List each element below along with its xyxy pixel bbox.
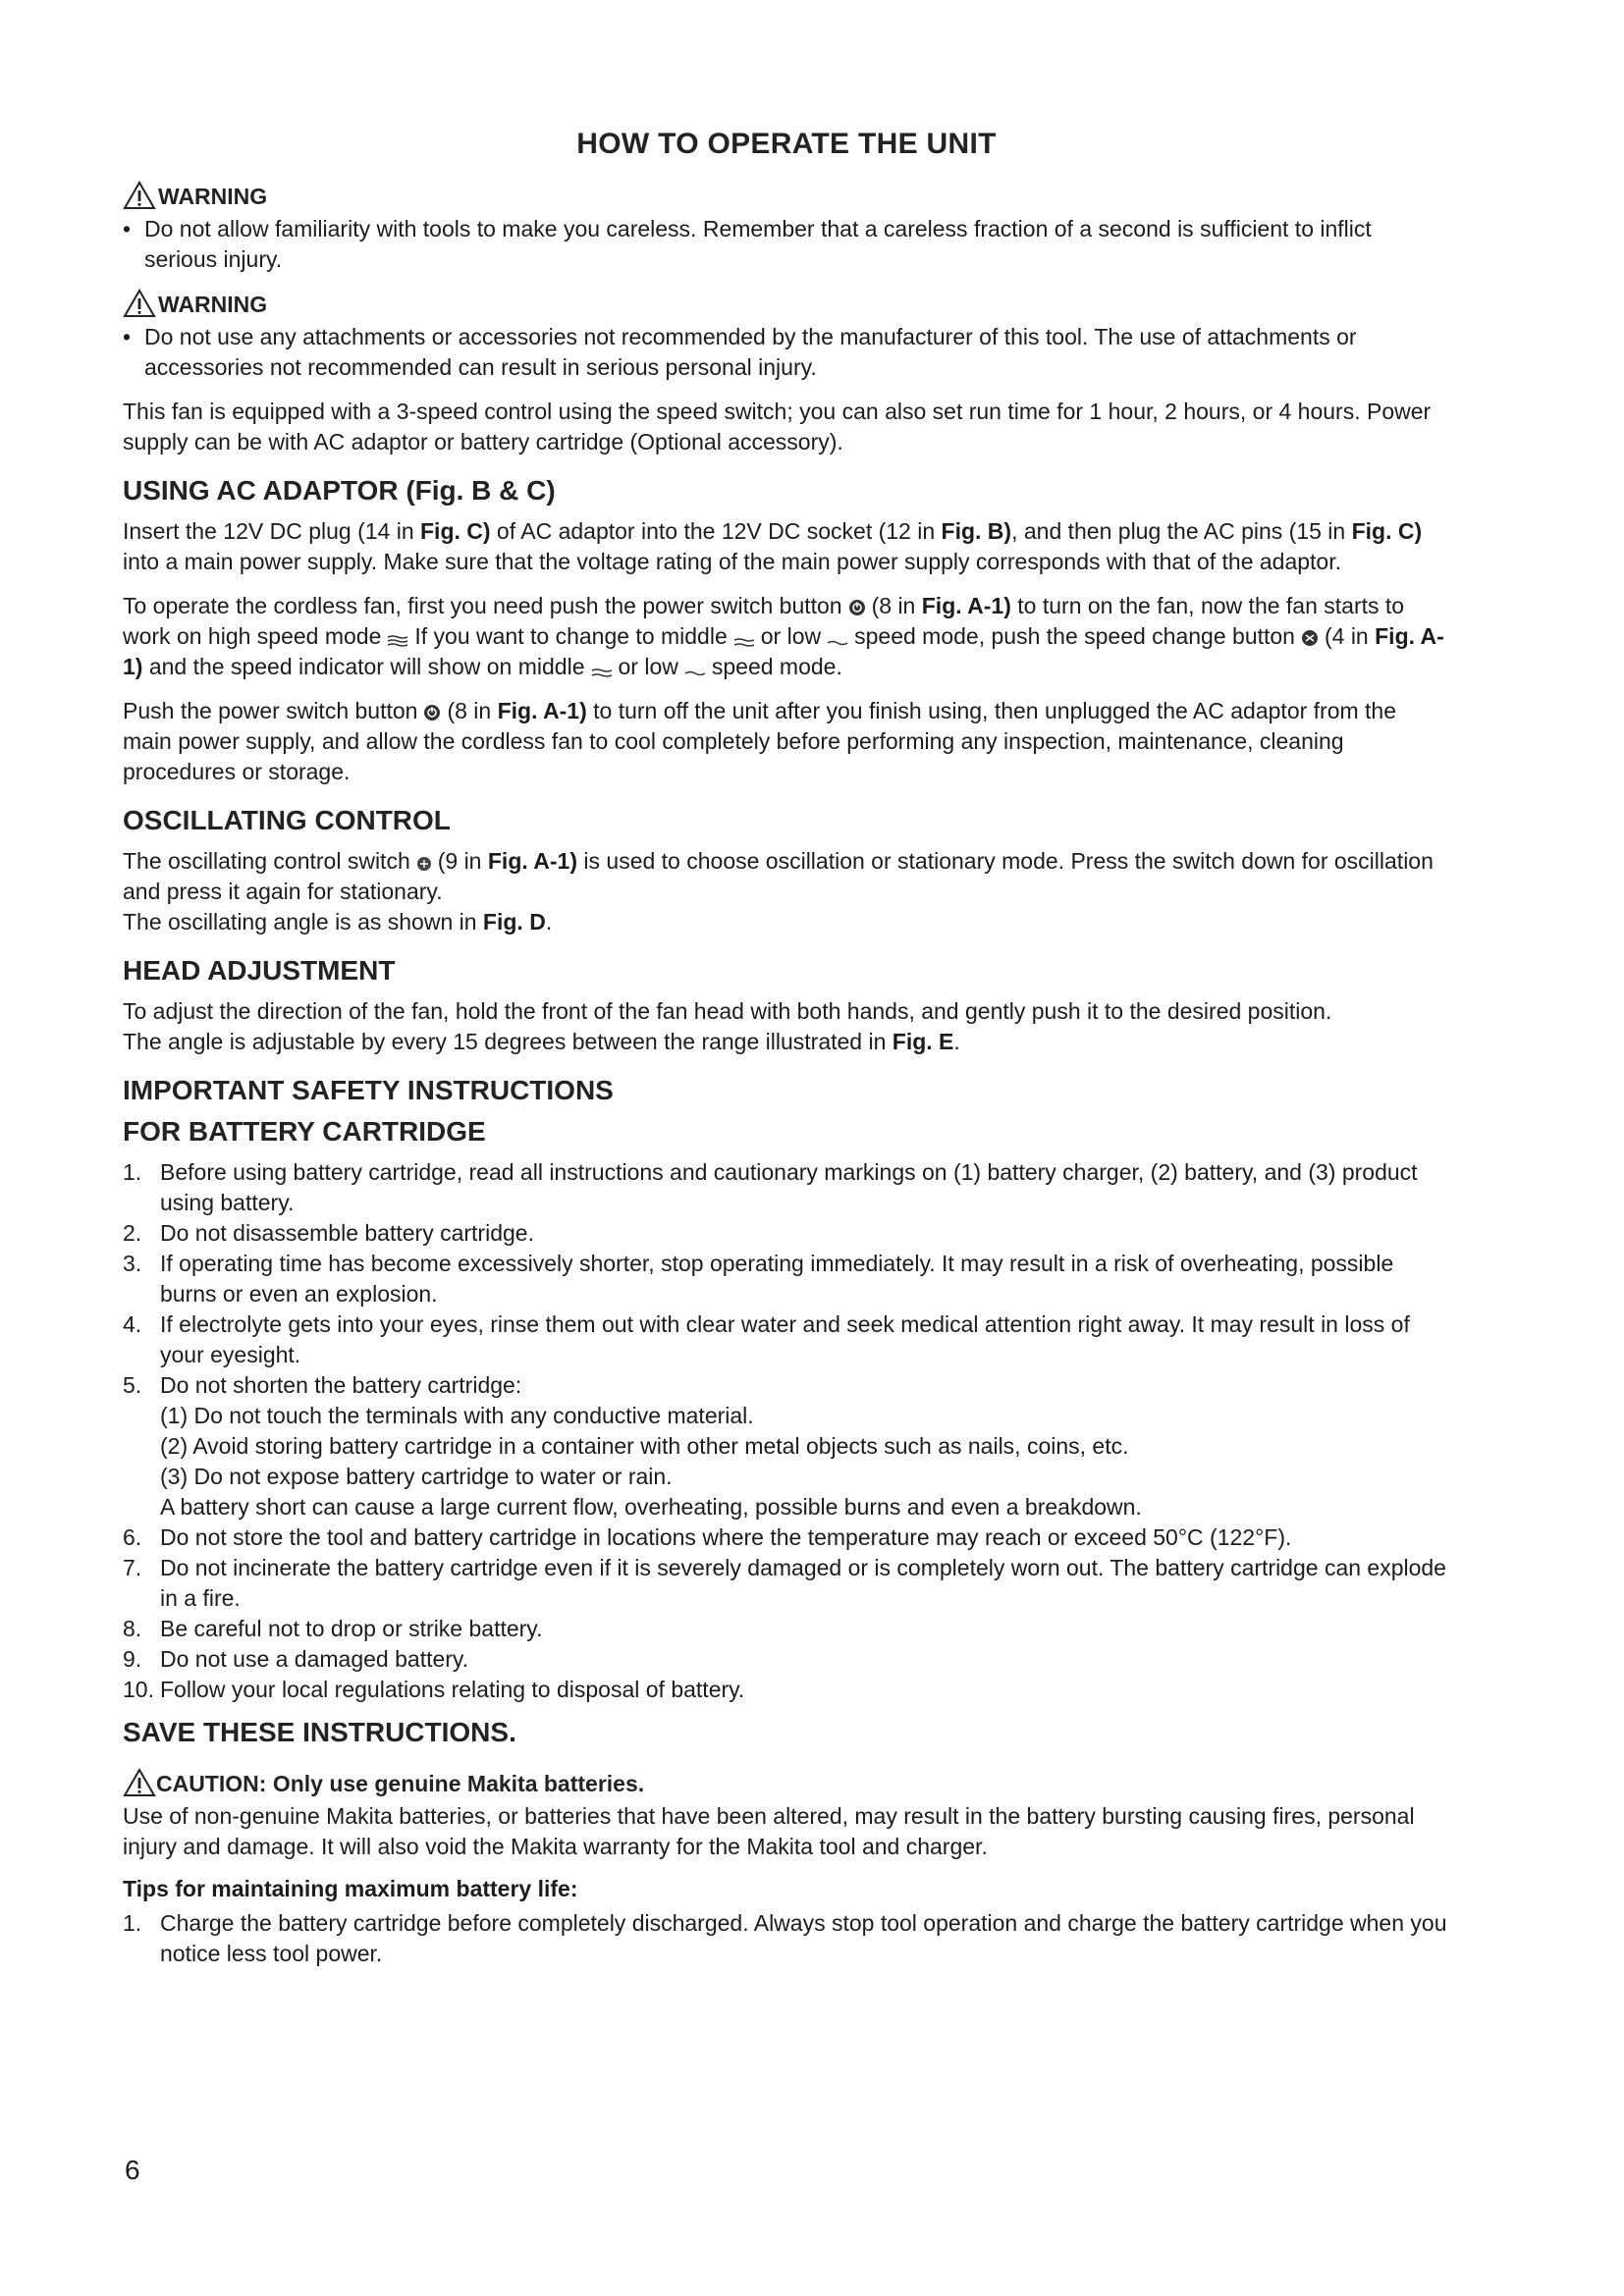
warning-text: Do not use any attachments or accessories not recommended by the manufacturer of this tool. The use of attachments or accessories not recommended can result in serious personal injury.	[144, 324, 1357, 380]
ac-paragraph-3: Push the power switch button (8 in Fig. A-1) to turn off the unit after you finish using, then unplugged the AC adaptor from the main power supply, and allow the cordless fan to cool completely before performing any inspection, maintenance, cleaning procedures or storage.	[123, 698, 1397, 784]
section-subheading-battery: FOR BATTERY CARTRIDGE	[123, 1116, 486, 1147]
page-number: 6	[125, 2155, 140, 2185]
list-item: 7. Do not incinerate the battery cartridge even if it is severely damaged or is completely worn out. The battery cartridge can explode in a fire.	[123, 1555, 1446, 1611]
bullet-dot: •	[123, 216, 132, 241]
list-item: 8. Be careful not to drop or strike battery.	[123, 1616, 543, 1641]
sub-note: A battery short can cause a large current flow, overheating, possible burns and even a breakdown.	[160, 1494, 1142, 1520]
warning-label: WARNING	[158, 184, 268, 209]
list-item: 4. If electrolyte gets into your eyes, rinse them out with clear water and seek medical attention right away. It may result in loss of your eyesight.	[123, 1311, 1410, 1367]
middle-speed-indicator-icon	[591, 667, 613, 677]
tips-heading: Tips for maintaining maximum battery life:	[123, 1876, 578, 1901]
list-item: 1. Before using battery cartridge, read all instructions and cautionary markings on (1) battery charger, (2) battery, and (3) product using battery.	[123, 1159, 1418, 1215]
list-item: 3. If operating time has become excessively shorter, stop operating immediately. It may result in a risk of overheating, possible burns or even an explosion.	[123, 1251, 1394, 1307]
list-item: 6. Do not store the tool and battery cartridge in locations where the temperature may reach or exceed 50°C (122°F).	[123, 1524, 1292, 1550]
warning-triangle-icon	[123, 289, 156, 318]
oscillating-paragraph: The oscillating control switch (9 in Fig. A-1) is used to choose oscillation or stationary mode. Press the switch down for oscillation and press it again for stationary. The oscillating angle is as shown in Fig. D.	[123, 848, 1434, 934]
list-item: 9. Do not use a damaged battery.	[123, 1646, 469, 1672]
speed-change-button-icon	[1301, 629, 1319, 647]
section-heading-head-adjustment: HEAD ADJUSTMENT	[123, 955, 396, 986]
warning-heading	[123, 181, 1450, 210]
section-heading-oscillating: OSCILLATING CONTROL	[123, 805, 451, 835]
caution-label: CAUTION: Only use genuine Makita batteries.	[156, 1771, 645, 1796]
sub-item: (1) Do not touch the terminals with any conductive material.	[160, 1403, 754, 1428]
ac-paragraph-1: Insert the 12V DC plug (14 in Fig. C) of AC adaptor into the 12V DC socket (12 in Fig. B), and then plug the AC pins (15 in Fig. C) into a main power supply. Make sure that the voltage rating of the main power supply corresponds with that of the adaptor.	[123, 518, 1423, 574]
list-item: 1. Charge the battery cartridge before completely discharged. Always stop tool operation and charge the battery cartridge when you notice less tool power.	[123, 1910, 1447, 1966]
safety-list	[123, 1157, 1450, 1401]
head-adjustment-paragraph: To adjust the direction of the fan, hold the front of the fan head with both hands, and gently push it to the desired position. The angle is adjustable by every 15 degrees between the range illustrated in Fig. E.	[123, 998, 1332, 1054]
list-item: 10. Follow your local regulations relating to disposal of battery.	[123, 1677, 745, 1702]
manual-page	[123, 128, 1450, 1969]
high-speed-icon	[387, 635, 408, 647]
ac-paragraph-2: To operate the cordless fan, first you need push the power switch button (8 in Fig. A-1) to turn on the fan, now the fan starts to work on high speed mode If you want to change to middle or low speed mode, push the speed change button (4 in Fig. A-1) and the speed indicator will show on middle or low speed mode.	[123, 593, 1444, 679]
page-title: HOW TO OPERATE THE UNIT	[576, 128, 997, 160]
caution-heading	[123, 1768, 1450, 1797]
sub-item: (2) Avoid storing battery cartridge in a container with other metal objects such as nails, coins, etc.	[160, 1433, 1129, 1459]
safety-list-continued	[123, 1522, 1450, 1705]
bullet-dot: •	[123, 324, 132, 349]
oscillating-switch-icon	[416, 856, 432, 872]
warning-bullet	[123, 322, 1450, 383]
low-speed-indicator-icon	[684, 669, 706, 677]
tips-list	[123, 1908, 1450, 1969]
warning-triangle-icon	[123, 1768, 156, 1797]
sub-item: (3) Do not expose battery cartridge to water or rain.	[160, 1464, 673, 1489]
middle-speed-icon	[733, 637, 755, 647]
power-button-icon	[848, 599, 866, 616]
warning-text: Do not allow familiarity with tools to make you careless. Remember that a careless fraction of a second is sufficient to inflict serious injury.	[144, 216, 1372, 272]
warning-label: WARNING	[158, 292, 268, 317]
warning-heading	[123, 289, 1450, 318]
low-speed-icon	[827, 639, 848, 647]
caution-text: Use of non-genuine Makita batteries, or batteries that have been altered, may result in the battery bursting causing fires, personal injury and damage. It will also void the Makita warranty for the Makita tool and charger.	[123, 1803, 1415, 1859]
list-item: 2. Do not disassemble battery cartridge.	[123, 1220, 534, 1246]
power-button-icon	[423, 704, 441, 721]
warning-bullet	[123, 214, 1450, 275]
sub-list	[123, 1401, 1450, 1522]
section-heading-safety: IMPORTANT SAFETY INSTRUCTIONS	[123, 1075, 614, 1105]
section-heading-ac-adaptor: USING AC ADAPTOR (Fig. B & C)	[123, 475, 556, 506]
list-item: 5. Do not shorten the battery cartridge:	[123, 1372, 522, 1398]
warning-triangle-icon	[123, 181, 156, 210]
intro-paragraph: This fan is equipped with a 3-speed control using the speed switch; you can also set run time for 1 hour, 2 hours, or 4 hours. Power supply can be with AC adaptor or battery cartridge (Optional accessory).	[123, 399, 1432, 454]
save-instructions-heading: SAVE THESE INSTRUCTIONS.	[123, 1717, 516, 1747]
